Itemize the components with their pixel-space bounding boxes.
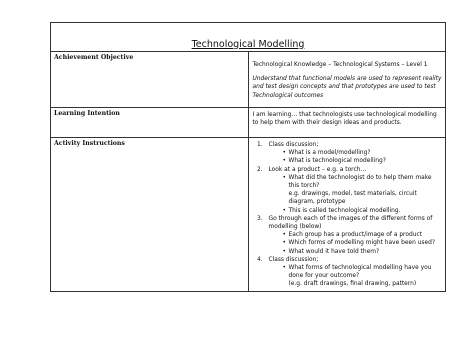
activity-bullets: [269, 149, 443, 165]
activity-bullet-text: What forms of technological modelling have you done for your outcome?: [288, 265, 432, 280]
document-title: Technological Modelling: [191, 38, 305, 50]
activity-step: [265, 215, 443, 256]
activity-step-text: Class discussion;: [268, 142, 319, 148]
activity-bullet: • This is called technological modelling.: [283, 207, 443, 215]
activity-step: [265, 141, 443, 166]
activity-instructions-content: [248, 138, 446, 292]
title-cell: [51, 23, 446, 52]
learning-intention-label: Learning Intention: [51, 108, 249, 138]
objective-strand: Technological Knowledge – Technological Systems – Level 1: [252, 62, 428, 68]
activity-bullet: • What is technological modelling?: [283, 157, 443, 165]
activity-bullet-continuation: (e.g. draft drawings, final drawing, pattern): [288, 281, 417, 288]
lesson-plan-table: [50, 22, 446, 292]
activity-steps-list: [253, 141, 443, 289]
achievement-objective-row: [51, 52, 446, 108]
title-row: [51, 23, 446, 52]
objective-description: Understand that functional models are used to represent reality and test design concepts and that prototypes are used to test Technological outcomes: [252, 76, 442, 99]
activity-instructions-label: Activity Instructions: [51, 138, 249, 292]
activity-bullet-continuation: e.g. drawings, model, test materials, circuit diagram, prototype: [288, 191, 417, 206]
activity-bullet: [283, 174, 443, 207]
activity-bullets: [269, 264, 443, 289]
activity-bullet: • Each group has a product/image of a product: [283, 231, 443, 239]
activity-step-text: Go through each of the images of the different forms of modelling (below): [268, 215, 433, 231]
activity-step: [265, 166, 443, 215]
activity-bullet: • Which forms of modelling might have been used?: [283, 239, 443, 247]
activity-bullets: [269, 174, 443, 215]
learning-intention-row: [51, 108, 446, 138]
activity-step-text: Class discussion;: [268, 256, 319, 263]
activity-step-text: Look at a product – e.g. a torch…: [268, 166, 367, 173]
activity-bullet: • What would it have told them?: [283, 248, 443, 256]
activity-bullet: • What is a model/modelling?: [283, 149, 443, 157]
activity-bullet: [283, 264, 443, 289]
learning-intention-content: I am learning… that technologists use technological modelling to help them with their design ideas and products.: [248, 108, 446, 138]
activity-instructions-row: [51, 138, 446, 292]
achievement-objective-content: [248, 52, 446, 108]
activity-step: [265, 256, 443, 289]
activity-bullet-text: What did the technologist do to help them make this torch?: [288, 174, 432, 190]
activity-bullets: [269, 231, 443, 256]
achievement-objective-label: Achievement Objective: [51, 52, 249, 108]
